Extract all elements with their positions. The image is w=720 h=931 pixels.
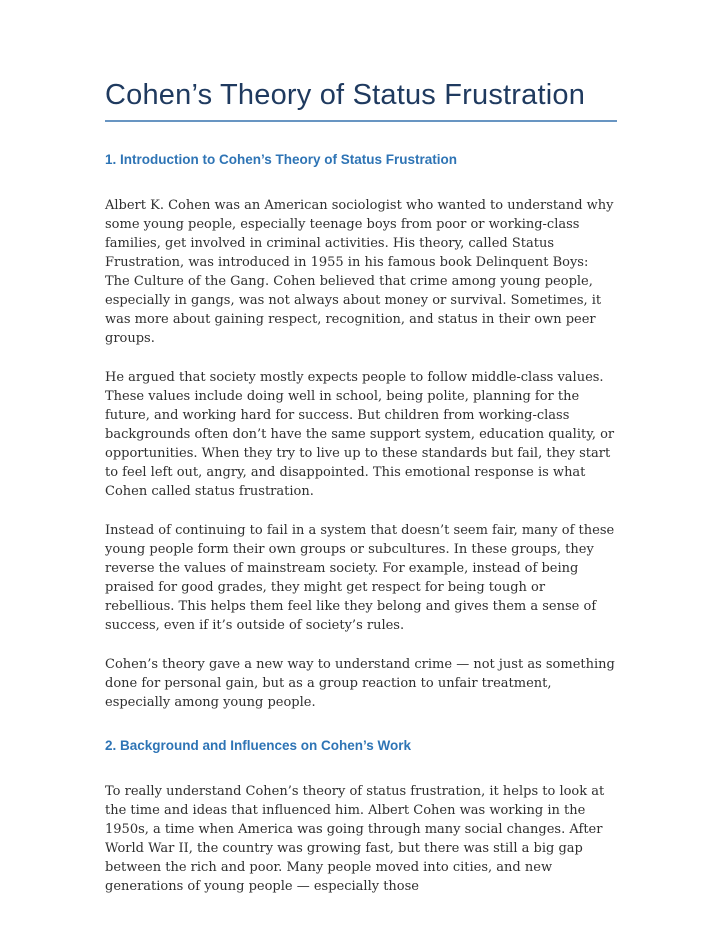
section-background xyxy=(105,738,617,896)
section-introduction xyxy=(105,152,617,712)
document-title: Cohen’s Theory of Status Frustration xyxy=(105,79,586,111)
section-heading-background: 2. Background and Influences on Cohen’s Work xyxy=(105,737,412,753)
paragraph: Instead of continuing to fail in a system that doesn’t seem fair, many of these young people form their own groups or subcultures. In these groups, they reverse the values of mainstream society. For example, instead of being praised for good grades, they might get respect for being tough or rebellious. This helps them feel like they belong and gives them a sense of success, even if it’s outside of society’s rules. xyxy=(105,522,615,633)
section-heading-introduction: 1. Introduction to Cohen’s Theory of Status Frustration xyxy=(105,151,458,167)
paragraph: Albert K. Cohen was an American sociologist who wanted to understand why some young people, especially teenage boys from poor or working-class families, get involved in criminal activities. His theory, called Status Frustration, was introduced in 1955 in his famous book Delinquent Boys: The Culture of the Gang. Cohen believed that crime among young people, especially in gangs, was not always about money or survival. Sometimes, it was more about gaining respect, recognition, and status in their own peer groups. xyxy=(105,197,614,346)
title-divider xyxy=(105,120,617,122)
paragraph: To really understand Cohen’s theory of status frustration, it helps to look at the time and ideas that influenced him. Albert Cohen was working in the 1950s, a time when America was going through many social changes. After World War II, the country was growing fast, but there was still a big gap between the rich and poor. Many people moved into cities, and new generations of young people — especially those xyxy=(105,783,605,894)
paragraph: Cohen’s theory gave a new way to understand crime — not just as something done for personal gain, but as a group reaction to unfair treatment, especially among young people. xyxy=(105,656,615,710)
paragraph: He argued that society mostly expects people to follow middle-class values. These values include doing well in school, being polite, planning for the future, and working hard for success. But children from working-class backgrounds often don’t have the same support system, education quality, or opportunities. When they try to live up to these standards but fail, they start to feel left out, angry, and disappointed. This emotional response is what Cohen called status frustration. xyxy=(105,369,615,499)
